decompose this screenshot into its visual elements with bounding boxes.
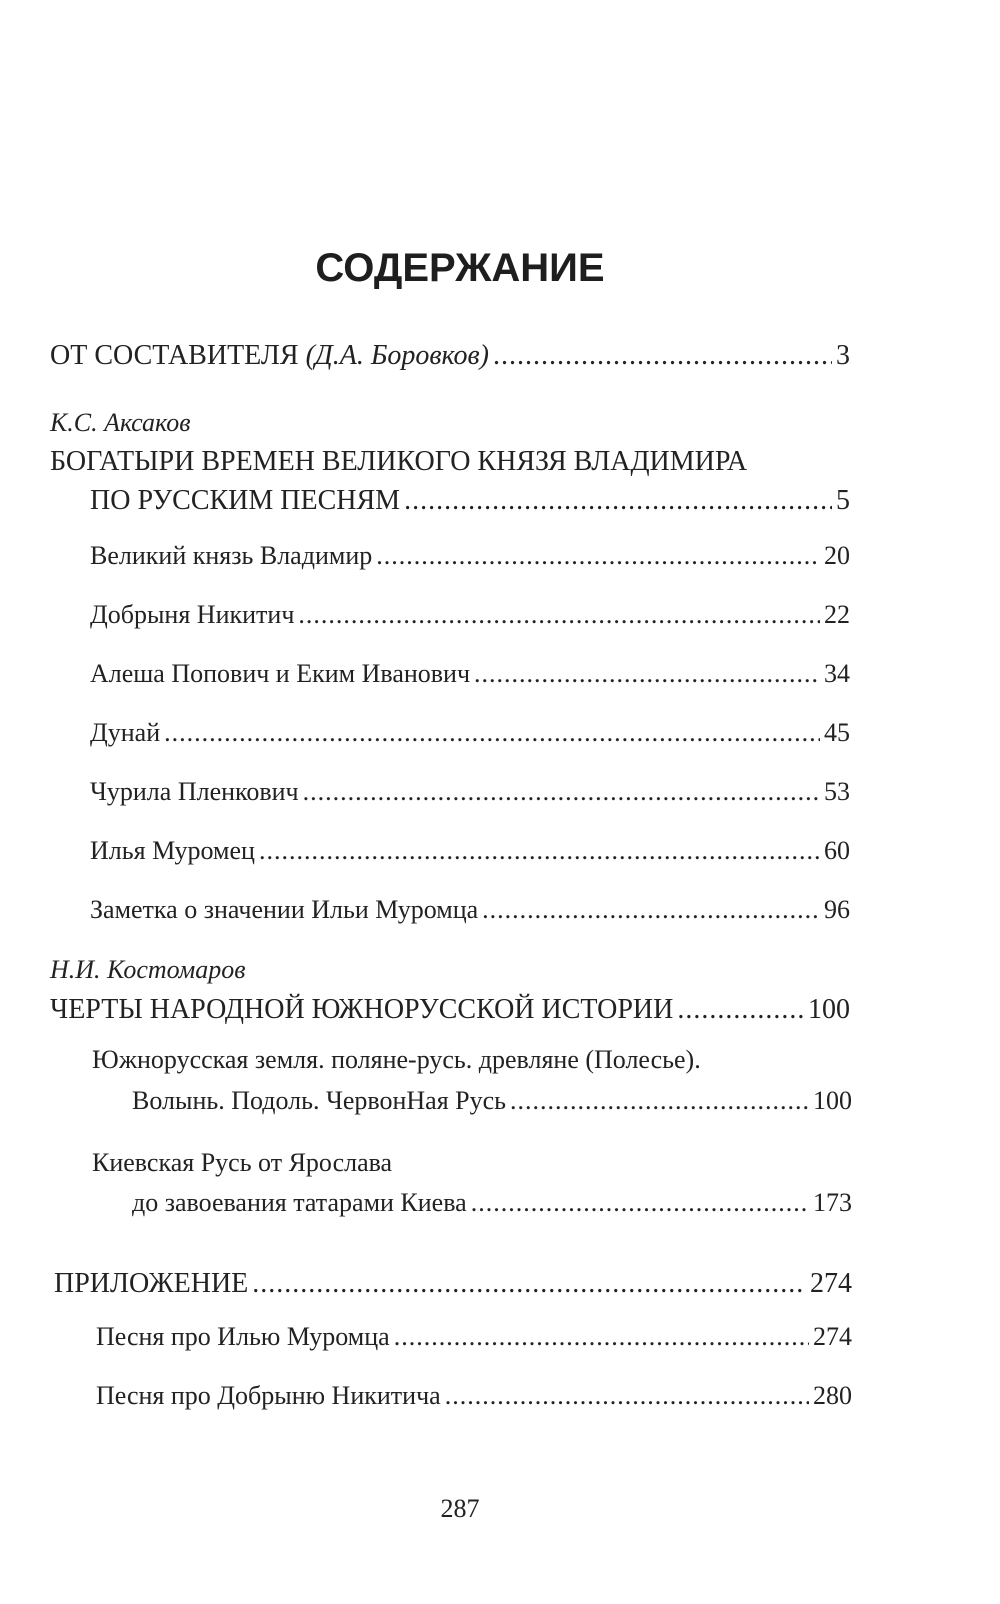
dot-leader xyxy=(474,659,820,689)
dot-leader xyxy=(404,485,832,517)
toc-entry-title: Волынь. Подоль. ЧервонНая Русь xyxy=(132,1086,507,1115)
toc-entry-title: ПО РУССКИМ ПЕСНЯМ xyxy=(90,485,401,516)
dot-leader xyxy=(493,340,832,372)
page-title: СОДЕРЖАНИЕ xyxy=(315,246,605,290)
toc-entry-page: 34 xyxy=(824,659,850,688)
toc-entry-title: ПРИЛОЖЕНИЕ xyxy=(54,1268,249,1299)
toc-entry-title: Чурила Пленкович xyxy=(90,777,299,806)
toc-subentry[interactable] xyxy=(90,600,850,630)
toc-entry-title: Заметка о значении Ильи Муромца xyxy=(90,895,479,924)
toc-entry-page: 100 xyxy=(808,994,850,1025)
toc-entry-title: Добрыня Никитич xyxy=(90,600,295,629)
toc-entry-page: 274 xyxy=(813,1322,852,1351)
dot-leader xyxy=(510,1086,809,1116)
dot-leader xyxy=(252,1268,806,1300)
dot-leader xyxy=(376,541,820,571)
toc-entry-page: 3 xyxy=(836,340,850,371)
toc-entry-page: 20 xyxy=(824,541,850,570)
toc-subentry[interactable] xyxy=(90,777,850,807)
section-author-aksakov: К.С. Аксаков xyxy=(50,408,191,437)
dot-leader xyxy=(445,1381,809,1411)
toc-entry-page: 5 xyxy=(836,485,850,516)
toc-subentry[interactable] xyxy=(96,1322,852,1352)
toc-entry-page: 173 xyxy=(813,1188,852,1217)
dot-leader xyxy=(298,600,820,630)
toc-entry-page: 274 xyxy=(810,1268,852,1299)
toc-entry-title: ОТ СОСТАВИТЕЛЯ (Д.А. Боровков) xyxy=(50,340,489,371)
toc-subentry[interactable] xyxy=(90,895,850,925)
toc-subentry[interactable] xyxy=(96,1381,852,1411)
toc-entry-page: 60 xyxy=(824,836,850,865)
dot-leader xyxy=(259,836,820,866)
toc-entry-foreword[interactable] xyxy=(50,340,850,372)
dot-leader xyxy=(677,994,804,1026)
toc-entry-page: 96 xyxy=(824,895,850,924)
toc-subentry[interactable] xyxy=(132,1086,852,1116)
toc-entry-page: 100 xyxy=(813,1086,852,1115)
dot-leader xyxy=(482,895,820,925)
toc-subentry-line1: Киевская Русь от Ярослава xyxy=(92,1148,393,1177)
toc-entry-title: до завоевания татарами Киева xyxy=(132,1188,467,1217)
toc-subentry[interactable] xyxy=(90,836,850,866)
toc-subentry[interactable] xyxy=(90,718,850,748)
toc-subentry[interactable] xyxy=(90,541,850,571)
toc-entry-page: 280 xyxy=(813,1381,852,1410)
toc-entry-title: Великий князь Владимир xyxy=(90,541,373,570)
section-title-line1: БОГАТЫРИ ВРЕМЕН ВЕЛИКОГО КНЯЗЯ ВЛАДИМИРА xyxy=(50,446,748,477)
toc-entry-title: ЧЕРТЫ НАРОДНОЙ ЮЖНОРУССКОЙ ИСТОРИИ xyxy=(50,994,674,1025)
toc-entry-title: Песня про Илью Муромца xyxy=(96,1322,390,1351)
dot-leader xyxy=(394,1322,809,1352)
toc-entry-title: Песня про Добрыню Никитича xyxy=(96,1381,441,1410)
toc-entry-appendix[interactable] xyxy=(54,1268,852,1300)
toc-subentry[interactable] xyxy=(132,1188,852,1218)
toc-subentry-line1: Южнорусская земля. поляне-русь. древляне (Полесье). xyxy=(92,1045,701,1074)
toc-entry-title: Дунай xyxy=(90,718,161,747)
toc-entry-cherty[interactable] xyxy=(50,994,850,1026)
toc-entry-title: Илья Муромец xyxy=(90,836,255,865)
toc-entry-page: 22 xyxy=(824,600,850,629)
dot-leader xyxy=(303,777,820,807)
dot-leader xyxy=(164,718,820,748)
toc-entry-page: 53 xyxy=(824,777,850,806)
toc-entry-title: Алеша Попович и Еким Иванович xyxy=(90,659,471,688)
dot-leader xyxy=(471,1188,809,1218)
toc-subentry[interactable] xyxy=(90,659,850,689)
toc-entry-page: 45 xyxy=(824,718,850,747)
toc-entry-bogatyri[interactable] xyxy=(90,485,850,517)
page-number: 287 xyxy=(440,1494,480,1523)
section-author-kostomarov: Н.И. Костомаров xyxy=(50,955,246,984)
toc-entry-compiler: (Д.А. Боровков) xyxy=(305,340,489,371)
